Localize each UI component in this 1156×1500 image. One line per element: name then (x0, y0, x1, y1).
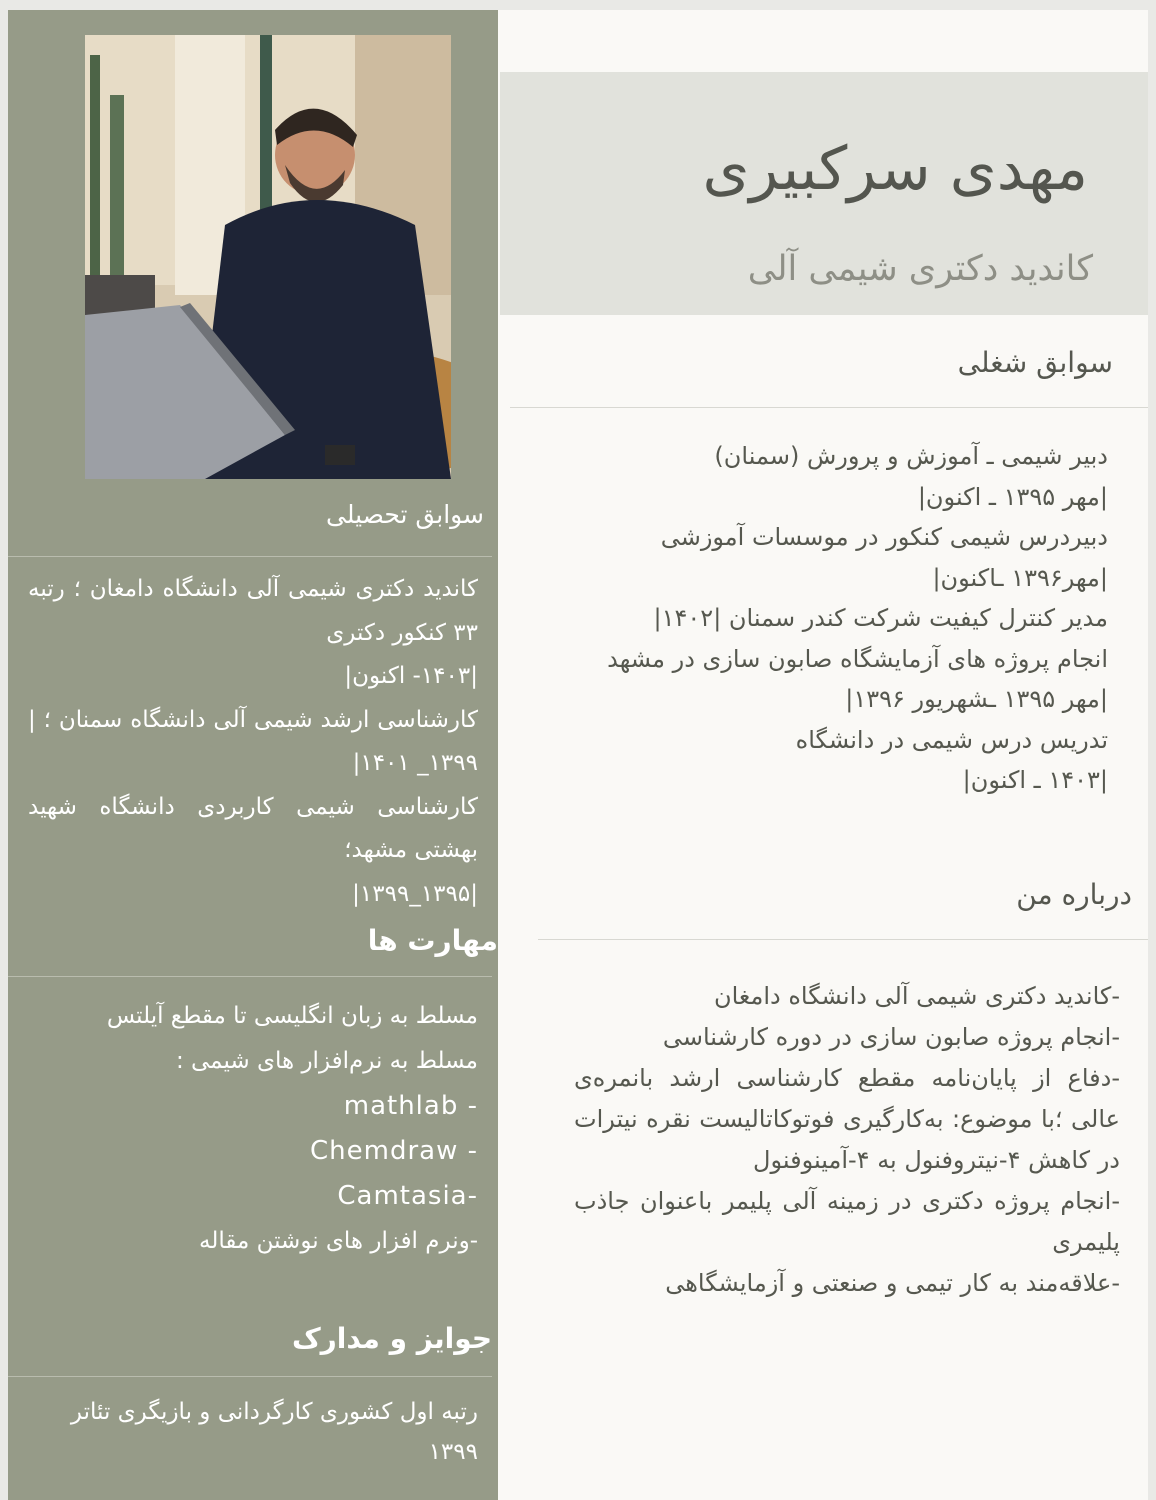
work-item: تدریس درس شیمی در دانشگاه (795, 725, 1108, 754)
education-heading: سوابق تحصیلی (326, 500, 484, 529)
person-name: مهدی سرکبیری (702, 134, 1088, 204)
work-item: انجام پروژه های آزمایشگاه صابون سازی در مشهد (607, 644, 1108, 673)
work-item: |۱۴۰۳ ـ اکنون| (962, 766, 1108, 794)
skill-item: -ونرم افزار های نوشتن مقاله (199, 1228, 478, 1254)
person-title: کاندید دکتری شیمی آلی (747, 249, 1093, 289)
education-item: |۱۳۹۵_۱۳۹۹| (352, 880, 478, 907)
about-heading: درباره من (1016, 878, 1132, 911)
work-item: دبیر شیمی ـ آموزش و پرورش (سمنان) (714, 442, 1108, 470)
skills-heading: مهارت ها (367, 924, 498, 957)
about-item: -کاندید دکتری شیمی آلی دانشگاه دامغان (713, 982, 1120, 1010)
skill-item: mathlab - (343, 1091, 478, 1121)
work-item: |مهر ۱۳۹۵ ـشهریور ۱۳۹۶| (845, 685, 1108, 713)
work-item: دبیردرس شیمی کنکور در موسسات آموزشی (660, 523, 1108, 551)
about-item: -انجام پروژه صابون سازی در دوره کارشناسی (662, 1023, 1120, 1051)
skill-item: مسلط به زبان انگلیسی تا مقطع آیلتس (106, 1003, 478, 1029)
header-band (500, 72, 1148, 315)
skill-item: Camtasia- (337, 1181, 478, 1211)
about-item: -علاقه‌مند به کار تیمی و صنعتی و آزمایشگاهی (665, 1269, 1120, 1297)
sidebar (8, 10, 498, 1500)
skill-item: مسلط به نرم‌افزار های شیمی : (175, 1048, 478, 1074)
education-divider (8, 556, 492, 557)
work-divider (510, 407, 1148, 408)
work-item: |مهر۱۳۹۶ ـاکنون| (932, 563, 1108, 592)
portrait-photo-icon (85, 35, 451, 479)
award-item: رتبه اول کشوری کارگردانی و بازیگری تئاتر ۱۳۹۹ (70, 1399, 478, 1465)
about-list (574, 976, 1120, 1304)
skills-list (68, 994, 478, 1264)
work-list (508, 436, 1108, 801)
work-heading: سوابق شغلی (957, 346, 1113, 379)
skills-divider (8, 976, 492, 977)
awards-list (63, 1392, 478, 1472)
education-list (28, 568, 478, 916)
awards-divider (8, 1376, 492, 1377)
about-item: -دفاع از پایان‌نامه مقطع کارشناسی ارشد بانمره‌ی عالی ؛با موضوع: به‌کارگیری فوتوکاتالیست نقره نیترات در کاهش ۴-نیتروفنول به ۴-آمینوفنول (574, 1064, 1120, 1174)
about-item: -انجام پروژه دکتری در زمینه آلی پلیمر باعنوان جاذب پلیمری (574, 1187, 1120, 1256)
profile-photo (85, 35, 451, 479)
education-item: کارشناسی شیمی کاربردی دانشگاه شهید بهشتی مشهد؛ (28, 793, 478, 863)
work-item: |مهر ۱۳۹۵ ـ اکنون| (917, 482, 1108, 511)
skill-item: Chemdraw - (310, 1136, 478, 1166)
education-item: کارشناسی ارشد شیمی آلی دانشگاه سمنان ؛ |۱۳۹۹_ ۱۴۰۱| (28, 706, 478, 776)
about-divider (538, 939, 1148, 940)
education-item: |۱۴۰۳- اکنون| (344, 663, 478, 689)
work-item: مدیر کنترل کیفیت شرکت کندر سمنان |۱۴۰۲| (653, 604, 1108, 632)
education-item: کاندید دکتری شیمی آلی دانشگاه دامغان ؛ رتبه ۳۳ کنکور دکتری (28, 576, 478, 646)
awards-heading: جوایز و مدارک (291, 1322, 492, 1355)
resume-page (8, 10, 1148, 1500)
